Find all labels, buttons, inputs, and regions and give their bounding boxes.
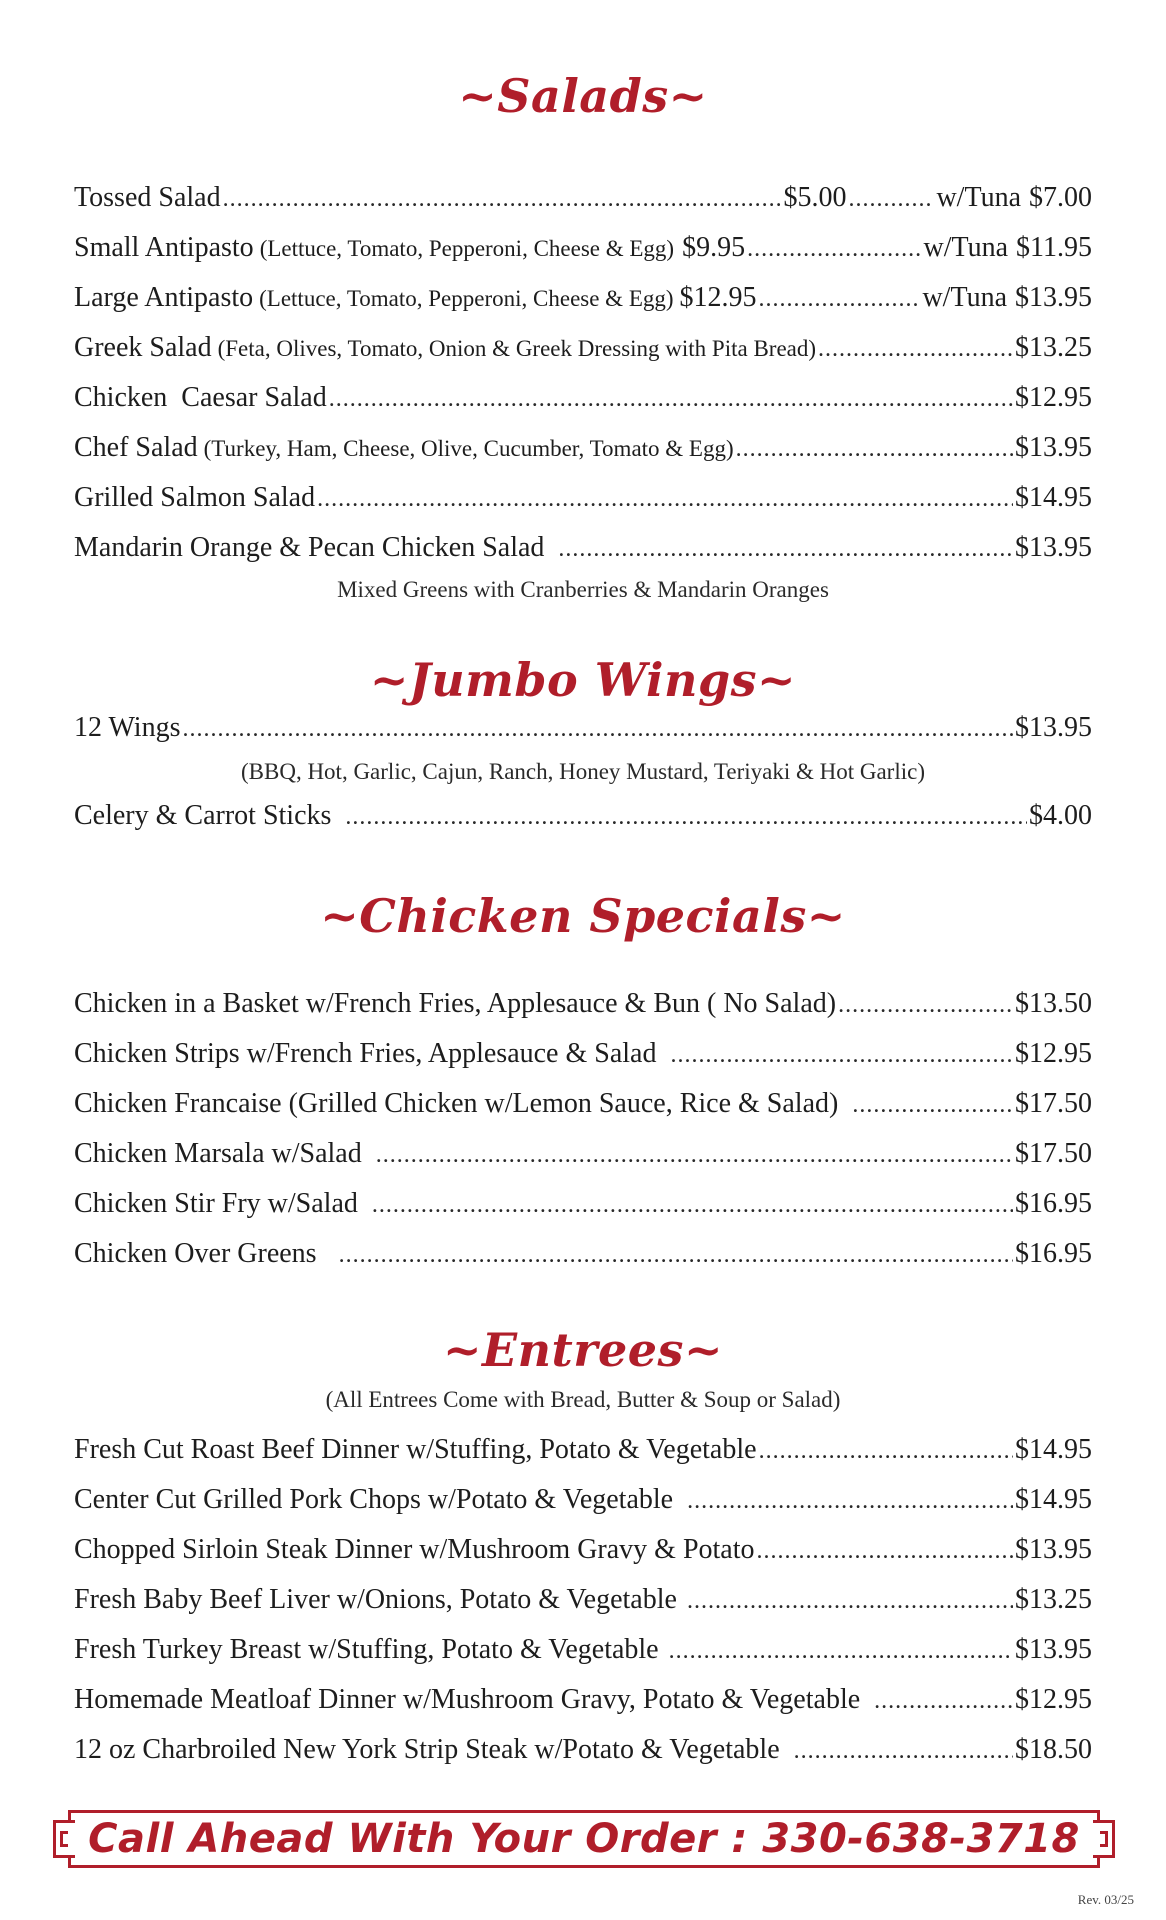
item-option-price: $13.95 [1015, 282, 1092, 313]
item-price: $5.00 [783, 182, 847, 213]
item-price: $14.95 [1015, 1484, 1092, 1515]
menu-item-large-antipasto [74, 278, 1092, 318]
item-price: $12.95 [1015, 1684, 1092, 1715]
item-name: Fresh Baby Beef Liver w/Onions, Potato & Vegetable [74, 1584, 677, 1615]
leader-dots [182, 709, 1013, 749]
item-option-price: $11.95 [1016, 232, 1092, 263]
menu-item-beef-liver [74, 1580, 1092, 1620]
item-price: $9.95 [682, 232, 746, 263]
menu-item-tossed-salad [74, 178, 1092, 218]
item-price: $13.95 [1015, 432, 1092, 463]
leader-dots [794, 1731, 1013, 1771]
menu-item-12-wings [74, 708, 1092, 748]
item-name: Celery & Carrot Sticks [74, 800, 332, 831]
menu-item-chicken-marsala [74, 1134, 1092, 1174]
banner-left-ornament [53, 1820, 75, 1858]
item-description: (Lettuce, Tomato, Pepperoni, Cheese & Egg) [259, 286, 674, 311]
banner-right-ornament [1093, 1820, 1115, 1858]
item-name: Grilled Salmon Salad [74, 482, 316, 513]
item-price: $4.00 [1029, 800, 1092, 831]
leader-dots [223, 179, 782, 219]
menu-item-chicken-strips [74, 1034, 1092, 1074]
item-name: Chicken Stir Fry w/Salad [74, 1188, 358, 1219]
item-name: Center Cut Grilled Pork Chops w/Potato & Vegetable [74, 1484, 674, 1515]
leader-dots [757, 1531, 1013, 1571]
leader-dots [687, 1581, 1013, 1621]
leader-dots [317, 479, 1013, 519]
menu-item-chef-salad [74, 428, 1092, 468]
item-name: Chicken in a Basket w/French Fries, Applesauce & Bun ( No Salad) [74, 988, 837, 1019]
item-price: $12.95 [1015, 1038, 1092, 1069]
item-name: 12 Wings [74, 712, 181, 743]
menu-item-mandarin-pecan-salad [74, 528, 1092, 568]
item-name: Fresh Turkey Breast w/Stuffing, Potato & Vegetable [74, 1634, 659, 1665]
item-option-label: w/Tuna [936, 182, 1021, 213]
item-name: Chicken Over Greens [74, 1238, 317, 1269]
call-ahead-banner [68, 1810, 1100, 1868]
menu-item-chicken-basket [74, 984, 1092, 1024]
item-price: $13.95 [1015, 1634, 1092, 1665]
item-name: Chopped Sirloin Steak Dinner w/Mushroom Gravy & Potato [74, 1534, 755, 1565]
call-ahead-text: Call Ahead With Your Order : 330-638-3718 [88, 1816, 1080, 1862]
revision-label: Rev. 03/25 [1077, 1892, 1134, 1907]
item-name: Greek Salad [74, 332, 212, 363]
leader-dots [669, 1631, 1013, 1671]
item-price: $13.50 [1015, 988, 1092, 1019]
leader-dots [345, 797, 1027, 837]
leader-dots [874, 1681, 1013, 1721]
item-price: $13.95 [1015, 532, 1092, 563]
leader-dots [747, 229, 921, 269]
item-option-price: $7.00 [1029, 182, 1092, 213]
item-name: Large Antipasto [74, 282, 254, 313]
menu-item-greek-salad [74, 328, 1092, 368]
entrees-heading: ~Entrees~ [442, 1323, 723, 1377]
menu-item-grilled-salmon-salad [74, 478, 1092, 518]
item-name: Tossed Salad [74, 182, 221, 213]
item-name: 12 oz Charbroiled New York Strip Steak w/Potato & Vegetable [74, 1734, 780, 1765]
menu-item-ny-strip-steak [74, 1730, 1092, 1770]
menu-item-chicken-francaise [74, 1084, 1092, 1124]
menu-item-pork-chops [74, 1480, 1092, 1520]
item-name: Chef Salad [74, 432, 198, 463]
leader-dots [759, 1431, 1013, 1471]
leader-dots [329, 379, 1013, 419]
item-price: $12.95 [679, 282, 757, 313]
wings-flavors-note: (BBQ, Hot, Garlic, Cajun, Ranch, Honey Mustard, Teriyaki & Hot Garlic) [241, 759, 925, 784]
item-price: $13.95 [1015, 712, 1092, 743]
item-price: $16.95 [1015, 1188, 1092, 1219]
item-option-label: w/Tuna [922, 282, 1007, 313]
menu-item-chicken-stir-fry [74, 1184, 1092, 1224]
leader-dots [376, 1135, 1013, 1175]
item-price: $13.95 [1015, 1534, 1092, 1565]
leader-dots [852, 1085, 1013, 1125]
item-name: Homemade Meatloaf Dinner w/Mushroom Gravy, Potato & Vegetable [74, 1684, 861, 1715]
item-name: Chicken Marsala w/Salad [74, 1138, 362, 1169]
leader-dots [736, 429, 1013, 469]
menu-item-sirloin-steak [74, 1530, 1092, 1570]
menu-item-small-antipasto [74, 228, 1092, 268]
item-price: $13.25 [1015, 1584, 1092, 1615]
leader-dots [670, 1035, 1013, 1075]
salads-heading: ~Salads~ [458, 69, 708, 123]
menu-item-turkey-breast [74, 1630, 1092, 1670]
leader-dots [558, 529, 1013, 569]
leader-dots [339, 1235, 1013, 1275]
menu-item-celery-carrot [74, 796, 1092, 836]
menu-item-roast-beef [74, 1430, 1092, 1470]
item-price: $17.50 [1015, 1138, 1092, 1169]
menu-item-meatloaf [74, 1680, 1092, 1720]
leader-dots [848, 179, 934, 219]
leader-dots [687, 1481, 1013, 1521]
leader-dots [818, 329, 1013, 369]
item-name: Chicken Francaise (Grilled Chicken w/Lemon Sauce, Rice & Salad) [74, 1088, 839, 1119]
item-price: $18.50 [1015, 1734, 1092, 1765]
chicken-specials-heading: ~Chicken Specials~ [320, 889, 846, 943]
item-price: $14.95 [1015, 482, 1092, 513]
leader-dots [838, 985, 1013, 1025]
item-name: Chicken Caesar Salad [74, 382, 327, 413]
leader-dots [372, 1185, 1013, 1225]
entrees-note: (All Entrees Come with Bread, Butter & Soup or Salad) [325, 1387, 841, 1412]
leader-dots [759, 279, 921, 319]
item-price: $14.95 [1015, 1434, 1092, 1465]
item-price: $12.95 [1015, 382, 1092, 413]
item-description: (Turkey, Ham, Cheese, Olive, Cucumber, Tomato & Egg) [203, 436, 734, 461]
menu-item-chicken-caesar-salad [74, 378, 1092, 418]
item-description: (Feta, Olives, Tomato, Onion & Greek Dressing with Pita Bread) [217, 336, 817, 361]
menu-item-chicken-over-greens [74, 1234, 1092, 1274]
wings-heading: ~Jumbo Wings~ [369, 653, 797, 707]
item-name: Small Antipasto [74, 232, 254, 263]
salad-note: Mixed Greens with Cranberries & Mandarin Oranges [337, 577, 829, 602]
item-name: Chicken Strips w/French Fries, Applesauce & Salad [74, 1038, 657, 1069]
item-price: $13.25 [1015, 332, 1092, 363]
item-name: Mandarin Orange & Pecan Chicken Salad [74, 532, 545, 563]
item-option-label: w/Tuna [923, 232, 1009, 263]
item-description: (Lettuce, Tomato, Pepperoni, Cheese & Egg) [259, 236, 675, 261]
item-name: Fresh Cut Roast Beef Dinner w/Stuffing, Potato & Vegetable [74, 1434, 757, 1465]
item-price: $16.95 [1015, 1238, 1092, 1269]
item-price: $17.50 [1015, 1088, 1092, 1119]
